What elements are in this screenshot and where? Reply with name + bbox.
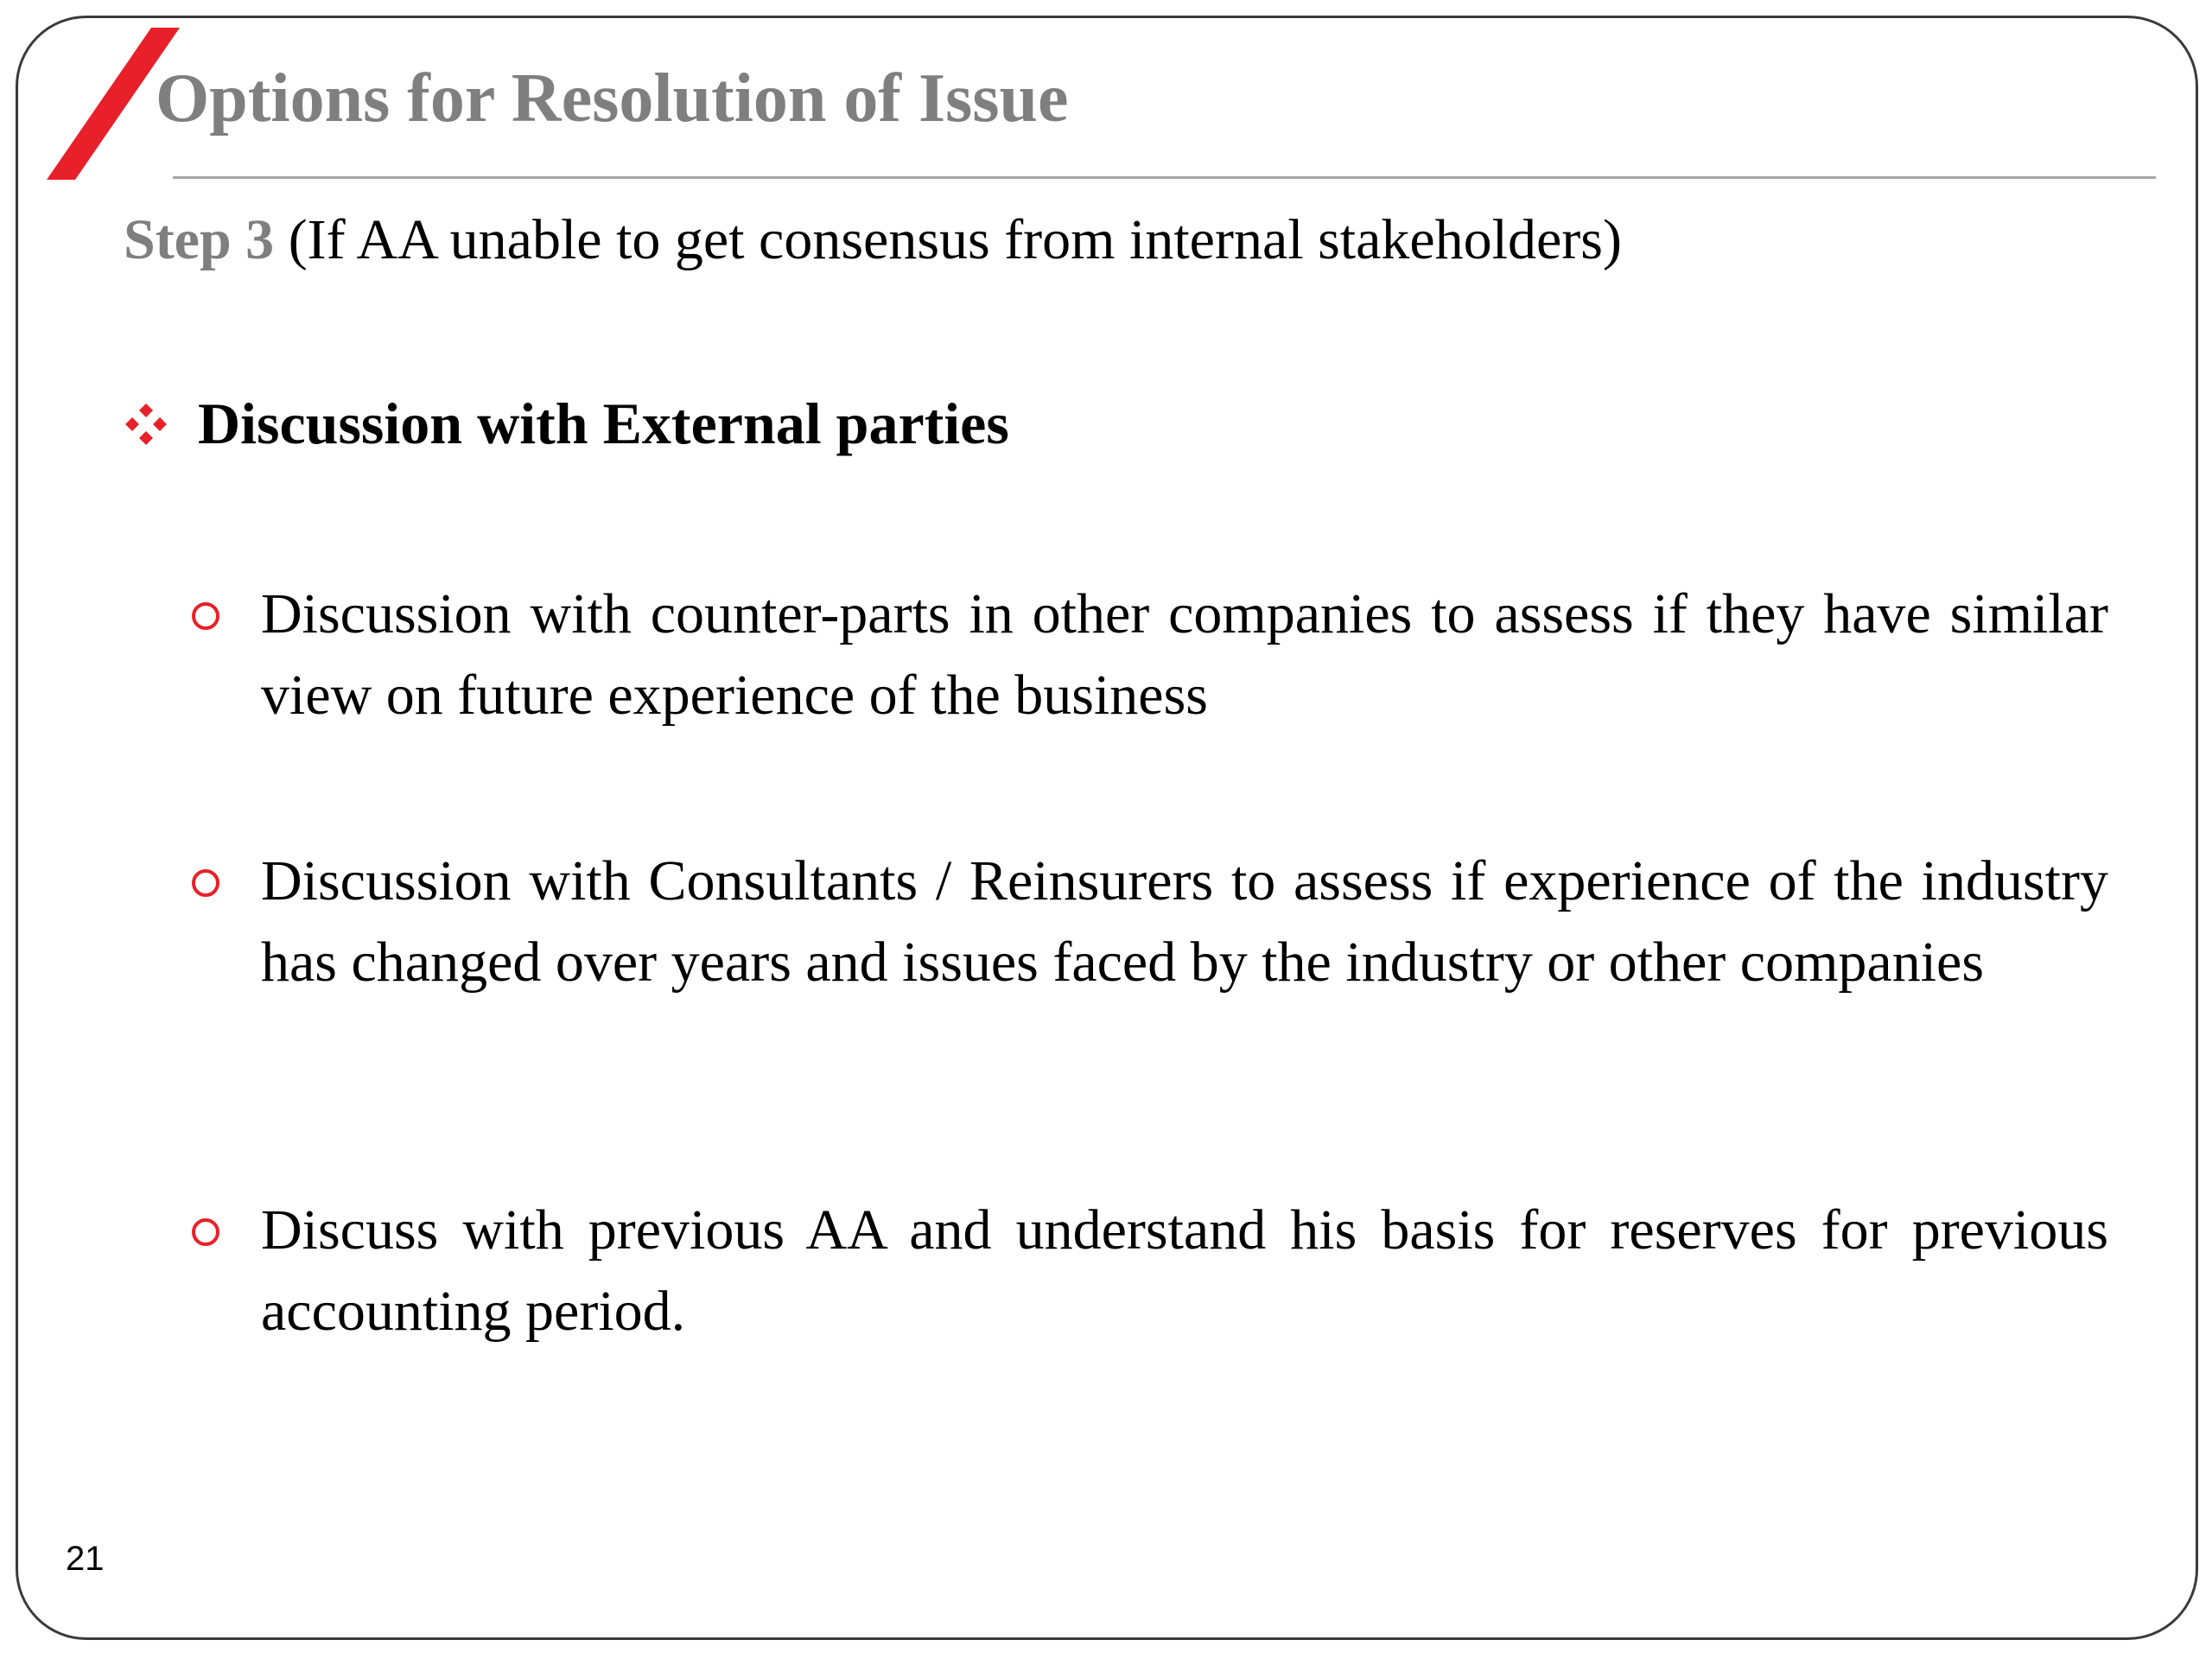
section-heading-text: Discussion with External parties <box>198 391 1009 456</box>
bullet-item: Discussion with Consultants / Reinsurers to assess if experience of the industry has changed over years and issues faced by the industry or other companies <box>261 849 2108 994</box>
hollow-circle-bullet-icon <box>192 602 219 630</box>
slide-title: Options for Resolution of Issue <box>156 60 1069 137</box>
hollow-circle-bullet-icon <box>192 869 219 897</box>
step-line <box>124 206 1622 274</box>
four-diamond-bullet-icon <box>124 402 168 447</box>
step-description: (If AA unable to get consensus from internal stakeholders) <box>274 208 1622 271</box>
hollow-circle-bullet-icon <box>192 1218 219 1246</box>
page-number: 21 <box>66 1540 105 1578</box>
title-divider <box>173 176 2156 179</box>
bullet-item: Discussion with counter-parts in other companies to assess if they have similar view on future experience of the business <box>261 582 2108 727</box>
bullet-item: Discuss with previous AA and understand his basis for reserves for previous accounting period. <box>261 1198 2108 1343</box>
section-heading <box>124 389 1009 460</box>
step-label: Step 3 <box>124 208 275 271</box>
